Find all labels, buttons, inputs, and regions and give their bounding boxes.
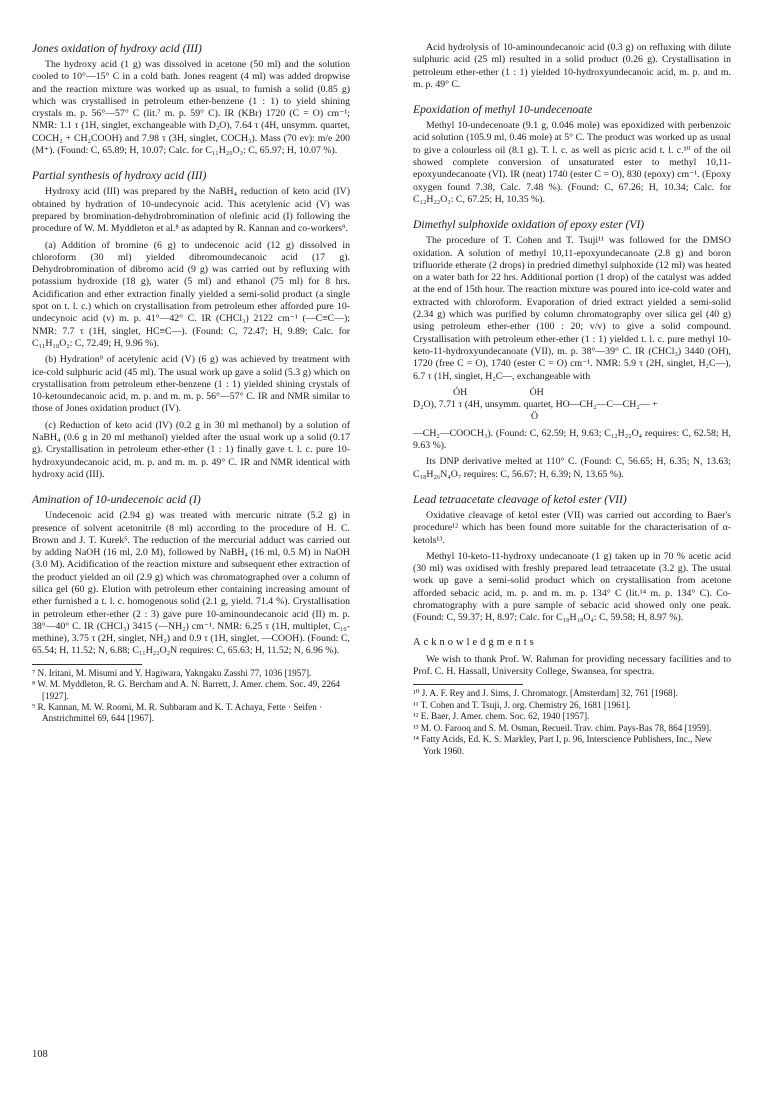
chemical-formula bbox=[413, 387, 731, 424]
footnote: ¹¹ T. Cohen and T. Tsuji, J. org. Chemistry 26, 1681 [1961]. bbox=[413, 699, 631, 710]
paragraph: Methyl 10-keto-11-hydroxy undecanoate (1 g) taken up in 70 % acetic acid (30 ml) was oxidised with freshly prepared lead tetraacetate (3.2 g). The usual work up gave a semi-solid product which on crystallisation from acetone afforded sebacic acid, m. p. and m. m. p. 134° C (lit.¹⁴ m. p. 134° C). Co-chromatography with a pure sample of sebacic acid showed only one peak. (Found: C, 59.37; H, 8.97; Calc. for C₁₀H₁₈O₄: C, 59.58; H, 8.97 %). bbox=[413, 550, 731, 624]
footnote: ¹² E. Baer, J. Amer. chem. Soc. 62, 1940 [1957]. bbox=[413, 711, 590, 722]
left-column bbox=[32, 42, 350, 725]
paragraph: Acid hydrolysis of 10-aminoundecanoic acid (0.3 g) on refluxing with dilute sulphuric acid (25 ml) resulted in a solid product (0.26 g). Crystallisation in petroleum ether-ether (1 : 1) yielded 10-hydroxyundecanoic acid, m. p. and m. m. p. 49° C. bbox=[413, 42, 731, 90]
footnotes-left bbox=[32, 668, 350, 725]
section-heading: Lead tetraacetate cleavage of ketol ester (VII) bbox=[413, 492, 627, 506]
footnote: ¹⁰ J. A. F. Rey and J. Sims, J. Chromatogr. [Amsterdam] 32, 761 [1968]. bbox=[413, 688, 678, 699]
paragraph: Its DNP derivative melted at 110° C. (Found: C, 56.65; H, 6.35; N, 13.63; C₁₈H₂₆N₄O₇ requires: C, 56.67; H, 6.39; N, 13.65 %). bbox=[413, 456, 731, 480]
formula-row: ÓH ÓH bbox=[453, 386, 544, 398]
section-jones-oxidation bbox=[32, 42, 350, 157]
paragraph: —CH₂—COOCH₃). (Found: C, 62.59; H, 9.63; C₁₂H₂₂O₄ requires: C, 62.58; H, 9.63 %). bbox=[413, 427, 731, 452]
footnote-rule bbox=[32, 664, 142, 665]
section-amination bbox=[32, 493, 350, 658]
page-number: 108 bbox=[32, 1049, 48, 1060]
formula-row: D₂O), 7.71 τ (4H, unsymm. quartet, HO—CH₂—C—CH₂— + bbox=[413, 399, 658, 411]
paragraph: The hydroxy acid (1 g) was dissolved in acetone (50 ml) and the solution cooled to 10°—15° C in a cold bath. Jones reagent (4 ml) was added dropwise and the reaction mixture was worked up as usual, to furnish a solid (0.85 g) which was crystallised in petroleum ether-benzene (1 : 1) to yield shining crystals m. p. 56°—57° C (lit.⁷ m. p. 59° C). IR (KBr) 1720 (C = O) cm⁻¹; NMR: 1.1 τ (1H, singlet, exchangeable with D₂O), 7.64 τ (4H, unsymm. quartet, COCH₂ + CH₂COOH) and 7.98 τ (3H, singlet, COCH₃). Mass (70 ev): m/e 200 (M⁺). (Found: C, 65.89; H, 10.07; Calc. for C₁₁H₂₀O₃: C, 65.97; H, 10.07 %). bbox=[32, 59, 350, 157]
paragraph: (a) Addition of bromine (6 g) to undecenoic acid (12 g) dissolved in chloroform (30 ml) yielded dibromoundecanoic acid (17 g). Dehydrobromination of dibromo acid (9 g) was carried out by refluxing with potassium hydroxide (18 g), water (5 ml) and ethanol (75 ml) for 8 hrs. Acidification and ether extraction finally yielded a semi-solid product (a single spot on t. l. c.) which on crystallisation from petroleum ether afforded pure 10-undecynoic acid (v) m. p. 41°—42° C. IR (CHCl₃) 2122 cm⁻¹ (—C≡C—); NMR: 7.7 τ (1H, singlet, HC≡C—). (Found: C, 72.47; H, 9.89; Calc. for C₁₁H₁₈O₂: C, 72.49; H, 9.96 %). bbox=[32, 239, 350, 349]
footnote: ¹⁴ Fatty Acids, Ed. K. S. Markley, Part I, p. 96, Interscience Publishers, Inc., New York 1960. bbox=[413, 734, 713, 756]
acknowledgments-heading: Acknowledgments bbox=[413, 636, 537, 648]
section-lead-cleavage bbox=[413, 493, 731, 625]
footnote: ¹³ M. O. Farooq and S. M. Osman, Recueil. Trav. chim. Pays-Bas 78, 864 [1959]. bbox=[413, 722, 712, 733]
paragraph: (b) Hydration⁹ of acetylenic acid (V) (6 g) was achieved by treatment with ice-cold sulphuric acid (45 ml). The usual work up gave a solid (5.3 g) which on crystallisation from petroleum ether-benzene (1 : 1) yielded shining crystals of 10-ketoundecanoic acid, m. p. and m. m. p. 56°—57° C. IR and NMR similar to those of Jones oxidation product (IV). bbox=[32, 354, 350, 415]
section-heading: Epoxidation of methyl 10-undecenoate bbox=[413, 103, 593, 117]
footnote: ⁹ R. Kannan, M. W. Roomi, M. R. Subbaram and K. T. Achaya, Fette · Seifen · Anstrichmittel 69, 644 [1967]. bbox=[32, 701, 323, 724]
section-epoxidation bbox=[413, 103, 731, 206]
section-dmso-oxidation bbox=[413, 218, 731, 481]
paragraph: Undecenoic acid (2.94 g) was treated with mercuric nitrate (5.2 g) in presence of solvent acetonitrile (8 ml) according to the procedure of H. C. Brown and J. T. Kurek⁵. The reduction of the mercurial adduct was carried out by adding NaOH (16 ml, 2.0 M), followed by NaBH₄ (16 ml, 0.5 M) in NaOH (3.0 M). Acidification of the reaction mixture and subsequent ether extraction of the product yielded an oil (2.9 g) which was chromatographed over a column of silica gel (60 g). Elution with petroleum ether containing increasing amount of ether furnished a t. l. c. homogenous solid (2.1 g, yield. 71.4 %). Crystallisation in petroleum ether-ether (2 : 3) gave pure 10-aminoundecanoic acid (II) m. p. 38°—40° C. IR (CHCl₃) 3415 (—NH₂) cm⁻¹. NMR: 6.25 τ (1H, multiplet, C₁₀-methine), 3.75 τ (2H, singlet, NH₂) and 0.9 τ (1H, singlet, —COOH). (Found: C, 65.54; H, 11.52; N, 6.88; C₁₁H₂₃O₂N requires: C, 65.63; H, 11.52; N, 6.96 %). bbox=[32, 510, 350, 657]
paragraph: The procedure of T. Cohen and T. Tsuji¹¹ was followed for the DMSO oxidation. A solution of methyl 10,11-epoxyundecanoate (2.8 g) and boron trifluoride etherate (2 drops) in predried dimethyl sulphoxide (12 ml) was heated on a water bath for 22 hrs. Additional portion (1 drop) of the catalyst was added at the end of 15th hour. The reaction mixture was poured into ice-cold water and extracted with chloroform. Evaporation of dried extract yielded a semi-solid (2.34 g) which was purified by column chromatography over silica gel (40 g) using petroleum ether-ether (100 : 20; v/v) to give a solid compound. Crystallisation with petroleum ether-ether (1 : 1) yielded t. l. c. pure methyl 10-keto-11-hydroxyundecanoate (VII), m. p. 38°—39° C. IR (CHCl₃) 3440 (OH), 1720 (free C = O), 1740 (ester C = O) cm⁻¹. NMR: 5.9 τ (2H, singlet, H₂C—), 6.7 τ (1H, singlet, H₂C—, exchangeable with bbox=[413, 235, 731, 382]
section-partial-synthesis bbox=[32, 169, 350, 481]
footnote: ⁸ W. M. Myddleton, R. G. Bercham and A. N. Barrett, J. Amer. chem. Soc. 49, 2264 [1927]. bbox=[32, 679, 341, 701]
section-heading: Dimethyl sulphoxide oxidation of epoxy ester (VI) bbox=[413, 218, 645, 232]
section-heading: Jones oxidation of hydroxy acid (III) bbox=[32, 42, 202, 55]
paragraph: (c) Reduction of keto acid (IV) (0.2 g in 30 ml methanol) by a solution of NaBH₄ (0.6 g in 20 ml methanol) yielded after the usual work up a solid (0.17 g). Crystallisation in petroleum ether-ether (1 : 1) finally gave t. l. c. pure 10-hydroxyundecanoic acid, m. p. and m. m. p. 49° C. IR and NMR identical with hydroxy acid (III). bbox=[32, 419, 350, 480]
formula-row: Ö bbox=[531, 411, 539, 423]
paragraph: Methyl 10-undecenoate (9.1 g, 0.046 mole) was epoxidized with perbenzoic acid solution (105.9 ml, 0.46 mole) at 5° C. The product was worked up as usual to give a colourless oil (8.1 g). T. l. c. as well as picric acid t. l. c.¹⁰ of the oil showed complete conversion of unsaturated ester to methyl 10,11-epoxyundecanoate (VI). IR (neat) 1740 (ester C = O), 830 (epoxy) cm⁻¹. (Epoxy oxygen found 7.38, Calc. 7.48 %). (Found: C, 67.26; H, 10.34; Calc. for C₁₂H₂₂O₃: C, 67.25; H, 10.35 %). bbox=[413, 120, 731, 205]
footnote-rule bbox=[413, 684, 523, 685]
paragraph: Hydroxy acid (III) was prepared by the NaBH₄ reduction of keto acid (IV) obtained by hydration of 10-undecynoic acid. This acetylenic acid (V) was prepared by bromination-dehydrobromination of olefinic acid (I) following the procedure of W. M. Myddleton et al.⁸ as adapted by R. Kannan and co-workers⁹. bbox=[32, 186, 350, 235]
paragraph: We wish to thank Prof. W. Rahman for providing necessary facilities and to Prof. C. H. Hassall, University College, Swansea, for spectra. bbox=[413, 653, 731, 678]
footnote: ⁷ N. Iritani, M. Misumi and Y. Hagiwara, Yakngaku Zasshi 77, 1036 [1957]. bbox=[32, 667, 312, 678]
section-heading: Partial synthesis of hydroxy acid (III) bbox=[32, 169, 207, 183]
right-column bbox=[413, 42, 731, 757]
footnotes-right bbox=[413, 688, 731, 756]
section-heading: Amination of 10-undecenoic acid (I) bbox=[32, 493, 201, 507]
paragraph: Oxidative cleavage of ketol ester (VII) was carried out according to Baer's procedure¹² which has been found more suitable for the characterisation of α-ketols¹³. bbox=[413, 509, 731, 546]
